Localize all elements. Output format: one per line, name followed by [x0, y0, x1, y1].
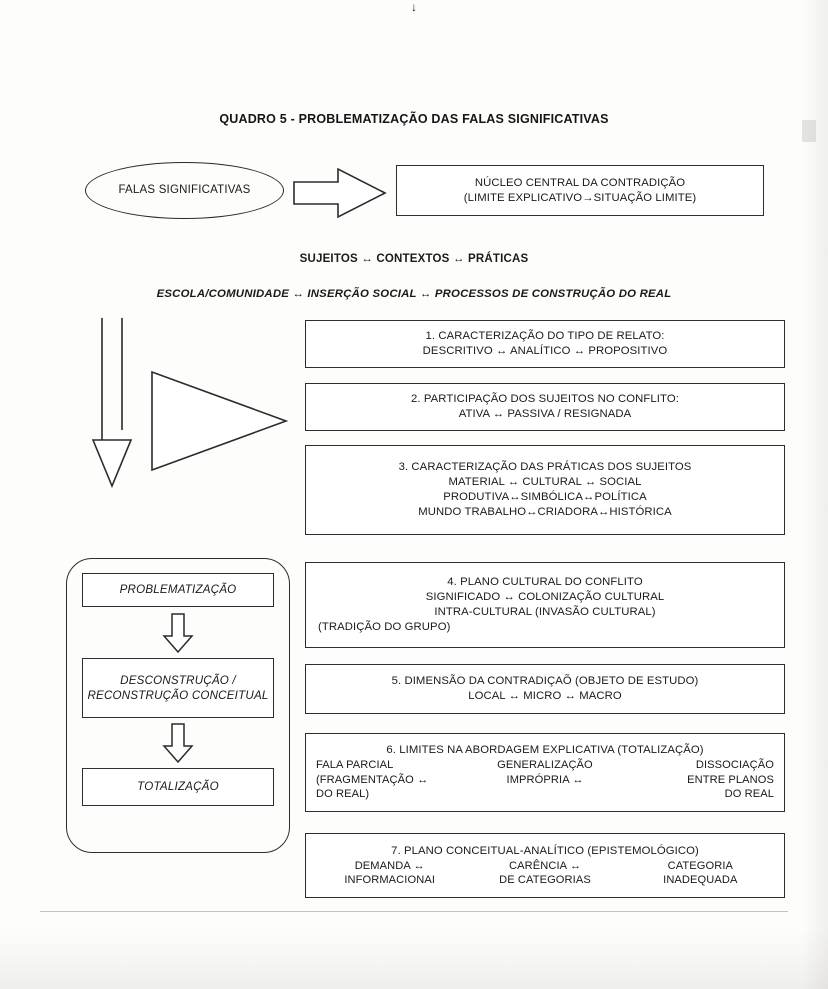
block-arrow-big-icon [148, 368, 290, 474]
box-6-cell-r2c2: IMPRÓPRIA ↔ [506, 773, 584, 786]
box-5-line-1: 5. DIMENSÃO DA CONTRADIÇAÕ (OBJETO DE ESTUDO) [391, 675, 699, 688]
block-arrow-right-icon [292, 166, 388, 220]
axis-row-sujeitos: SUJEITOS ↔ CONTEXTOS ↔ PRÁTICAS [299, 253, 529, 265]
ellipse-line-2: SIGNIFICATIVAS [158, 184, 251, 197]
box-7-cell-r1c2: CARÊNCIA ↔ [509, 859, 581, 872]
box-7-cell-r2c1: INFORMACIONAI [344, 873, 435, 886]
ellipse-line-1: FALAS [118, 184, 156, 197]
falas-significativas-ellipse [85, 162, 284, 219]
box-1-line-1: 1. CARACTERIZAÇÃO DO TIPO DE RELATO: [425, 330, 665, 343]
chain-box-totalizacao [82, 768, 274, 806]
box-3-line-2: MATERIAL ↔ CULTURAL ↔ SOCIAL [448, 476, 642, 489]
box-6-cell-r2c3: ENTRE PLANOS [687, 773, 774, 786]
axis-down-arrow-icon: ↓ [411, 0, 417, 14]
box-7-cell-r1c1: DEMANDA ↔ [354, 859, 425, 872]
numbered-box-3 [305, 445, 785, 535]
box-4-line-2: SIGNIFICADO ↔ COLONIZAÇÃO CULTURAL [425, 591, 665, 604]
box-6-cell-r1c2: GENERALIZAÇÃO [497, 759, 593, 772]
box-7-grid [312, 859, 778, 888]
chain-2-line-2: RECONSTRUÇÃO [87, 689, 189, 702]
box-3-line-3: PRODUTIVA↔SIMBÓLICA↔POLÍTICA [443, 491, 647, 503]
box-6-cell-r2c1: (FRAGMENTAÇÃO ↔ [316, 773, 429, 786]
box-6-grid [312, 758, 778, 801]
numbered-box-4 [305, 562, 785, 648]
scan-edge-bottom [0, 929, 828, 989]
numbered-box-2 [305, 383, 785, 431]
chain-1-label: PROBLEMATIZAÇÃO [119, 583, 237, 597]
chain-3-label: TOTALIZAÇÃO [137, 780, 219, 794]
scan-edge-right [802, 0, 828, 989]
box-7-cell-r2c2: DE CATEGORIAS [499, 873, 591, 886]
box-4-line-4: (TRADIÇÃO DO GRUPO) [318, 620, 451, 633]
nucleo-central-box [396, 165, 764, 216]
box-2-line-1: 2. PARTICIPAÇÃO DOS SUJEITOS NO CONFLITO: [411, 393, 679, 406]
box-4-line-3: INTRA-CULTURAL (INVASÃO CULTURAL) [434, 606, 656, 618]
chain-box-desconstrucao [82, 658, 274, 718]
box-4-line-1: 4. PLANO CULTURAL DO CONFLITO [447, 576, 643, 589]
box-1-line-2: DESCRITIVO ↔ ANALÍTICO ↔ PROPOSITIVO [422, 345, 668, 357]
box-6-cell-r1c3: DISSOCIAÇÃO [695, 759, 774, 772]
axis-row-escola: ESCOLA/COMUNIDADE ↔ INSERÇÃO SOCIAL ↔ PROCESSOS DE CONSTRUÇÃO DO REAL [156, 288, 672, 300]
box-6-cell-r1c1: FALA PARCIAL [316, 759, 394, 772]
chain-box-problematizacao [82, 573, 274, 607]
page-title: QUADRO 5 - PROBLEMATIZAÇÃO DAS FALAS SIGNIFICATIVAS [219, 112, 609, 126]
box-5-line-2: LOCAL ↔ MICRO ↔ MACRO [468, 690, 622, 702]
box-6-cell-r3c3: DO REAL [724, 788, 774, 801]
chain-2-line-3: CONCEITUAL [191, 689, 269, 702]
box-2-line-2: ATIVA ↔ PASSIVA / RESIGNADA [458, 408, 632, 420]
numbered-box-7 [305, 833, 785, 898]
chain-arrow-2-icon [161, 722, 195, 764]
numbered-box-5 [305, 664, 785, 714]
nucleo-line-2: (LIMITE EXPLICATIVO→SITUAÇÃO LIMITE) [463, 191, 697, 204]
box-7-cell-r2c3: INADEQUADA [663, 873, 738, 886]
box-3-line-1: 3. CARACTERIZAÇÃO DAS PRÁTICAS DOS SUJEITOS [398, 461, 692, 474]
chain-2-line-1: DESCONSTRUÇÃO / [120, 673, 236, 687]
numbered-box-6 [305, 733, 785, 812]
numbered-box-1 [305, 320, 785, 368]
box-7-cell-r1c3: CATEGORIA [667, 859, 734, 872]
chain-arrow-1-icon [161, 612, 195, 654]
box-3-line-4: MUNDO TRABALHO↔CRIADORA↔HISTÓRICA [418, 505, 672, 518]
scan-edge-line [40, 911, 788, 912]
box-6-heading: 6. LIMITES NA ABORDAGEM EXPLICATIVA (TOTALIZAÇÃO) [386, 744, 704, 757]
box-6-cell-r3c1: DO REAL) [316, 788, 370, 801]
box-7-heading: 7. PLANO CONCEITUAL-ANALÍTICO (EPISTEMOLÓGICO) [391, 844, 699, 857]
box-6-cell-r3c2 [467, 787, 622, 801]
nucleo-line-1: NÚCLEO CENTRAL DA CONTRADIÇÃO [474, 176, 686, 189]
